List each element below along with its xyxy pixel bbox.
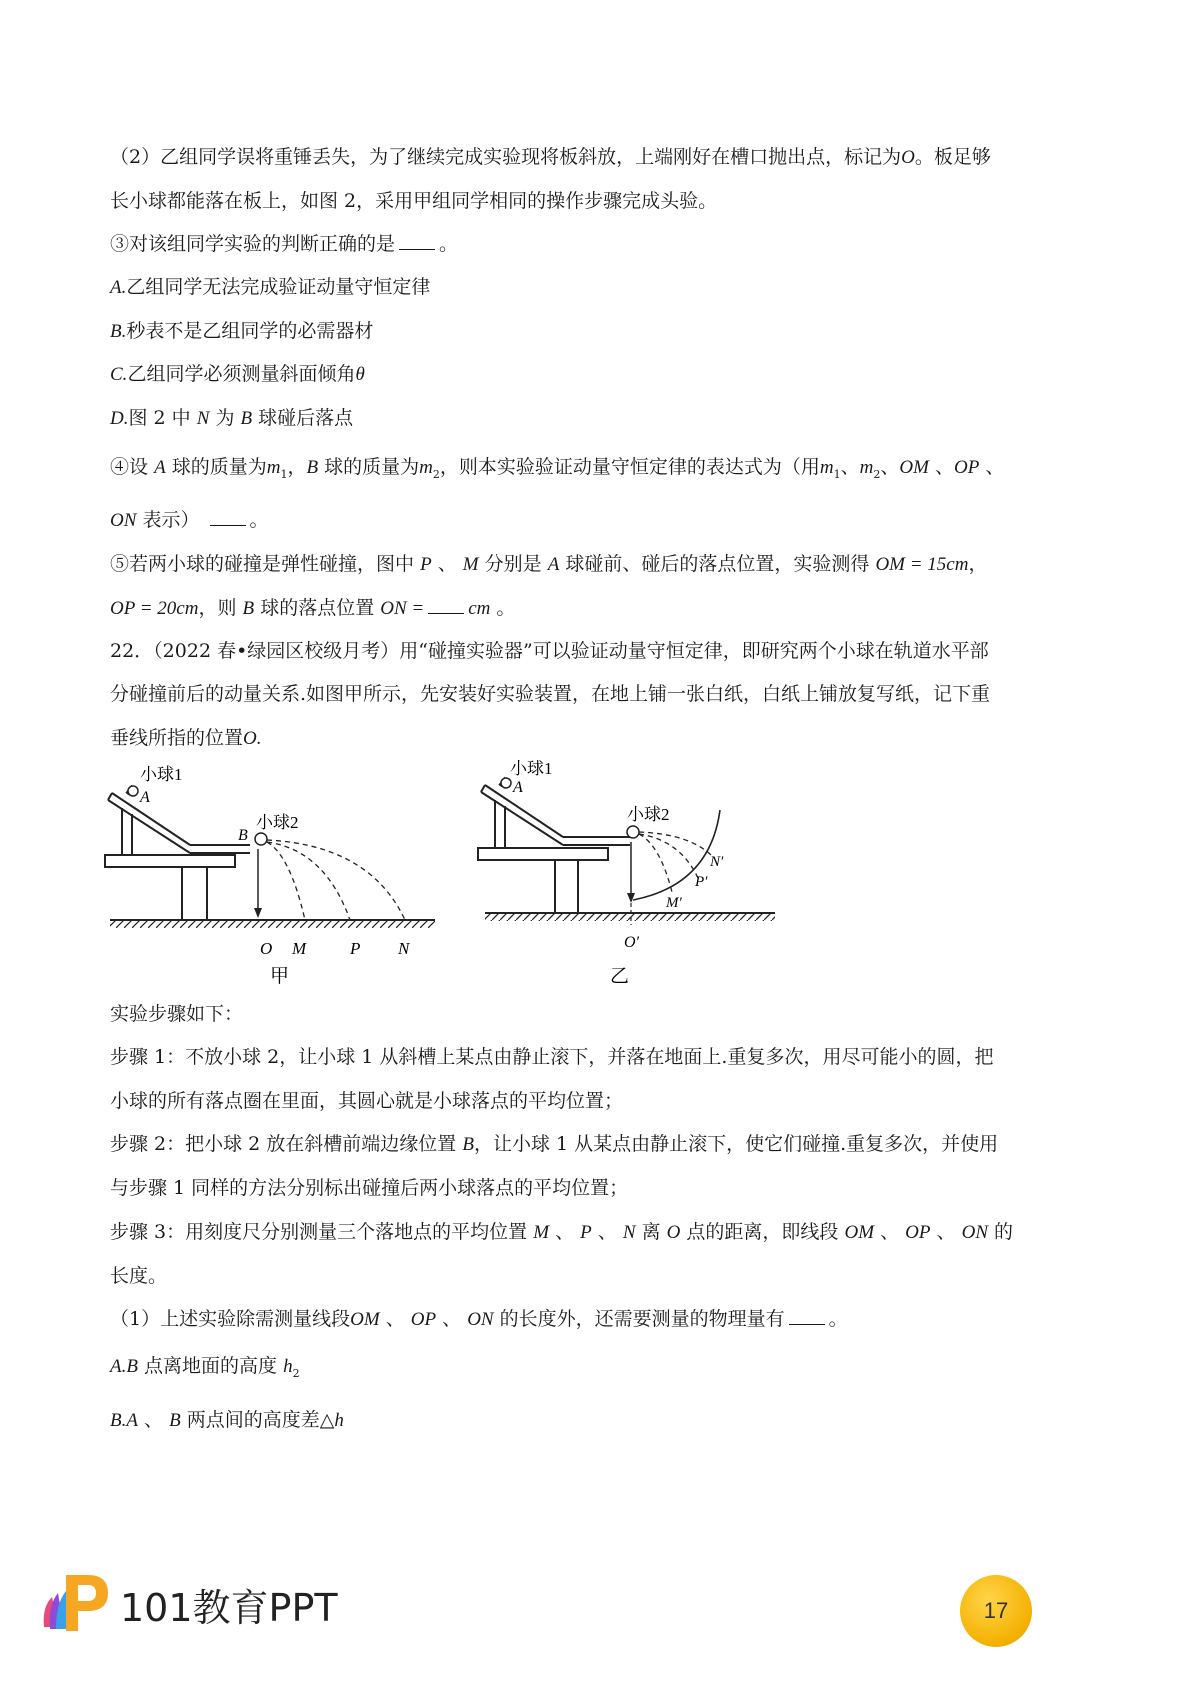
ball-1 bbox=[501, 778, 511, 788]
q2-sub5-line1: ⑤若两小球的碰撞是弹性碰撞，图中 P 、 M 分别是 A 球碰前、碰后的落点位置，实验测得 OM = 15cm， bbox=[110, 553, 988, 575]
q2-line2: 长小球都能落在板上，如图 2，采用甲组同学相同的操作步骤完成头验。 bbox=[110, 190, 718, 212]
ball-2 bbox=[255, 833, 267, 845]
table-top bbox=[105, 855, 235, 867]
ramp bbox=[112, 793, 190, 845]
label-ball-1: 小球1 bbox=[140, 765, 183, 784]
answer-blank[interactable] bbox=[399, 231, 435, 250]
caption-yi: 乙 bbox=[610, 966, 630, 987]
step3-line2: 长度。 bbox=[110, 1265, 168, 1287]
step3-line1: 步骤 3：用刻度尺分别测量三个落地点的平均位置 M 、 P 、 N 离 O 点的距离，即线段 OM 、 OP 、 ON 的 bbox=[110, 1221, 1014, 1243]
step2-line2: 与步骤 1 同样的方法分别标出碰撞后两小球落点的平均位置； bbox=[110, 1177, 629, 1199]
q22-line1: 22．（2022 春•绿园区校级月考）用“碰撞实验器”可以验证动量守恒定律，即研究两个小球在轨道水平部 bbox=[110, 640, 989, 662]
table-top bbox=[478, 848, 608, 860]
label-ball-2: 小球2 bbox=[256, 813, 299, 832]
trajectory-n bbox=[639, 832, 712, 856]
label-n-prime: N′ bbox=[710, 854, 724, 870]
page-number-badge: 17 bbox=[960, 1575, 1032, 1647]
q2-sub4-line2: ON 表示） 。 bbox=[110, 509, 269, 531]
step2-line1: 步骤 2：把小球 2 放在斜槽前端边缘位置 B，让小球 1 从某点由静止滚下，使它们碰撞.重复多次，并使用 bbox=[110, 1133, 999, 1155]
label-m: M bbox=[292, 939, 307, 958]
ramp bbox=[485, 785, 563, 837]
q2-sub4-line1: ④设 A 球的质量为$m_1$，B 球的质量为$m_2$，则本实验验证动量守恒定律的表达式为（用$m_1$、$m_2$、OM 、OP 、 bbox=[110, 456, 1005, 481]
step1-line1: 步骤 1：不放小球 2，让小球 1 从斜槽上某点由静止滚下，并落在地面上.重复多次，用尽可能小的圆，把 bbox=[110, 1046, 994, 1068]
trajectory-n bbox=[267, 840, 405, 920]
label-o-prime: O′ bbox=[624, 934, 640, 951]
q2-option-a: A.乙组同学无法完成验证动量守恒定律 bbox=[110, 276, 431, 298]
step1-line2: 小球的所有落点圈在里面，其圆心就是小球落点的平均位置； bbox=[110, 1090, 624, 1112]
q22-line2: 分碰撞前后的动量关系.如图甲所示，先安装好实验装置，在地上铺一张白纸，白纸上铺放复写纸，记下重 bbox=[110, 683, 991, 705]
logo-text: 101教育PPT bbox=[120, 1586, 338, 1630]
answer-blank[interactable] bbox=[210, 507, 246, 526]
label-ball-1: 小球1 bbox=[510, 760, 553, 778]
q22-option-a: A.B 点离地面的高度 $h_2$ bbox=[110, 1355, 300, 1380]
label-ball-2: 小球2 bbox=[627, 805, 670, 824]
q22-line3: 垂线所指的位置O. bbox=[110, 727, 262, 749]
logo-icon bbox=[38, 1567, 118, 1637]
q22-option-b: B.A 、 B 两点间的高度差△h bbox=[110, 1409, 344, 1431]
q2-sub3-stem: ③对该组同学实验的判断正确的是 。 bbox=[110, 233, 459, 255]
footer-logo bbox=[38, 1567, 338, 1637]
collision-experiment-figures bbox=[100, 760, 860, 1000]
ground-hatch bbox=[485, 913, 775, 921]
q2-option-d: D.图 2 中 N 为 B 球碰后落点 bbox=[110, 407, 354, 429]
figure-yi bbox=[478, 760, 775, 987]
trajectory-p bbox=[267, 842, 350, 920]
steps-title: 实验步骤如下： bbox=[110, 1003, 244, 1025]
label-a: A bbox=[140, 789, 150, 806]
ball-2 bbox=[627, 826, 639, 838]
ball-1 bbox=[128, 786, 138, 796]
q2-sub5-line2: OP = 20cm，则 B 球的落点位置 ON = cm 。 bbox=[110, 597, 516, 619]
caption-jia: 甲 bbox=[270, 966, 290, 987]
label-o: O bbox=[260, 939, 273, 958]
answer-blank[interactable] bbox=[428, 595, 464, 614]
q2-option-b: B.秒表不是乙组同学的必需器材 bbox=[110, 320, 374, 342]
answer-blank[interactable] bbox=[789, 1306, 825, 1325]
label-n: N bbox=[398, 939, 410, 958]
q22-sub1-stem: （1）上述实验除需测量线段OM 、 OP 、 ON 的长度外，还需要测量的物理量有 。 bbox=[110, 1308, 848, 1330]
q2-line1: （2）乙组同学误将重锤丢失，为了继续完成实验现将板斜放，上端刚好在槽口抛出点，标记为O。板足够 bbox=[110, 146, 991, 168]
label-a: A bbox=[513, 779, 523, 796]
figure-jia bbox=[105, 765, 435, 987]
label-m-prime: M′ bbox=[666, 895, 682, 911]
label-p-prime: P′ bbox=[695, 874, 708, 890]
label-b: B bbox=[238, 827, 248, 844]
ground-hatch bbox=[110, 920, 435, 928]
trajectory-m bbox=[267, 842, 305, 920]
q2-option-c: C.乙组同学必须测量斜面倾角θ bbox=[110, 363, 365, 385]
label-p: P bbox=[350, 939, 361, 958]
